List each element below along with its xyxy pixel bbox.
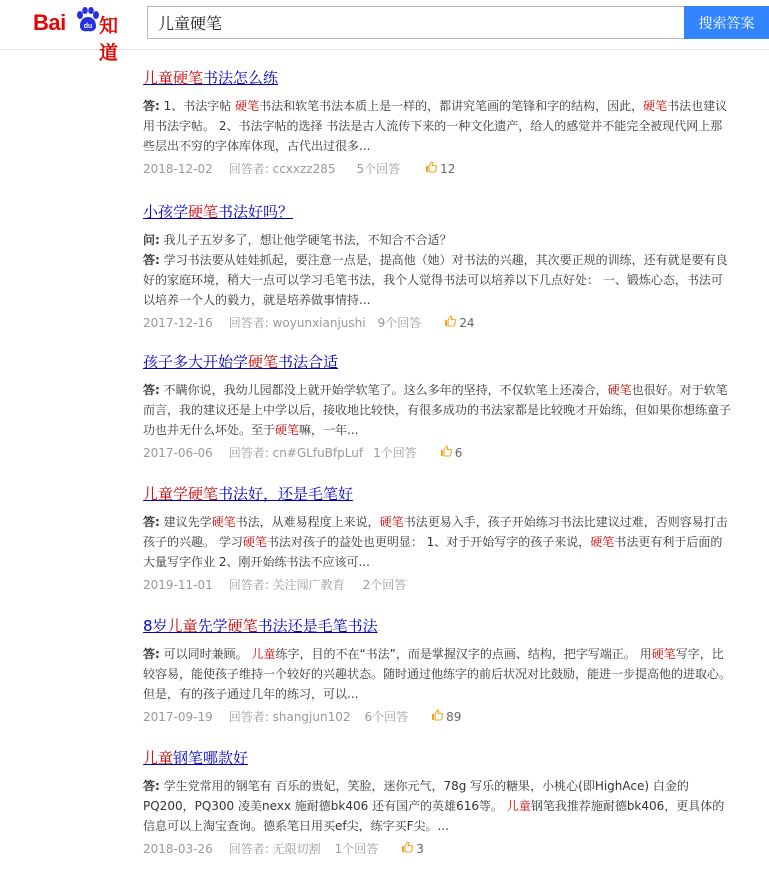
title-highlight: 儿童学 xyxy=(143,485,189,503)
result-date: 2018-12-02 xyxy=(143,162,213,176)
like-count: 89 xyxy=(446,710,462,724)
thumbs-up-icon xyxy=(425,161,437,173)
result-answer-count: 6个回答 xyxy=(364,710,409,724)
answer-label: 答: xyxy=(143,779,160,793)
result-meta xyxy=(143,314,733,332)
search-box xyxy=(147,6,684,39)
result-answer xyxy=(143,250,733,310)
title-text: 钢笔哪款好 xyxy=(173,749,249,767)
result-answerer[interactable]: 回答者: 关注闻广教育 xyxy=(228,578,345,592)
answer-highlight: 硬笔 xyxy=(590,535,615,549)
answer-highlight: 硬笔 xyxy=(235,99,260,113)
title-text: 小孩学 xyxy=(143,203,189,221)
answer-label: 答: xyxy=(143,383,160,397)
result-item xyxy=(143,484,733,594)
like-button[interactable] xyxy=(444,314,474,332)
result-answer xyxy=(143,644,733,704)
result-answerer[interactable]: 回答者: shangjun102 xyxy=(228,710,351,724)
answer-highlight: 硬笔 xyxy=(607,383,632,397)
thumbs-up-icon xyxy=(401,841,413,853)
title-highlight: 硬笔 xyxy=(188,203,219,221)
title-highlight: 儿童硬笔 xyxy=(143,69,204,87)
like-count: 24 xyxy=(459,316,475,330)
answer-highlight: 硬笔 xyxy=(379,515,404,529)
thumbs-up-icon xyxy=(431,709,443,721)
like-count: 12 xyxy=(440,162,456,176)
result-answer-count: 1个回答 xyxy=(373,446,417,460)
svg-text:du: du xyxy=(83,23,93,30)
result-answer-count: 9个回答 xyxy=(377,316,422,330)
answer-text: 建议先学 xyxy=(159,515,212,529)
result-answer xyxy=(143,96,733,156)
title-text: 孩子多大开始学 xyxy=(143,353,249,371)
answer-highlight: 硬笔 xyxy=(242,535,267,549)
header xyxy=(0,0,769,64)
answer-text: 书法更有利于后面的大量写字作业 2、刚开始练书法不应该可... xyxy=(143,535,723,569)
paw-logo-icon xyxy=(75,7,99,33)
answer-text: 书法对孩子的益处也更明显： 1、对于开始写字的孩子来说， xyxy=(266,535,591,549)
answer-highlight: 儿童 xyxy=(506,799,531,813)
title-text: 书法怎么练 xyxy=(203,69,279,87)
result-answerer[interactable]: 回答者: cn#GLfuBfpLuf xyxy=(228,446,364,460)
result-title-link[interactable] xyxy=(143,202,293,222)
answer-label: 答: xyxy=(143,99,160,113)
answer-highlight: 硬笔 xyxy=(651,647,676,661)
result-meta xyxy=(143,160,733,178)
like-button[interactable] xyxy=(431,708,461,726)
like-count: 3 xyxy=(416,842,424,856)
result-title-link[interactable] xyxy=(143,484,353,504)
like-count: 6 xyxy=(454,446,463,460)
thumbs-up-icon xyxy=(444,315,456,327)
answer-text: 书法更易入手，孩子开始练习书法比建议过难，否则容易打击孩子的兴趣。 学习 xyxy=(143,515,728,549)
answer-highlight: 硬笔 xyxy=(643,99,668,113)
result-answerer[interactable]: 回答者: ccxxzz285 xyxy=(228,162,336,176)
result-answerer[interactable]: 回答者: woyunxianjushi xyxy=(228,316,366,330)
result-date: 2017-12-16 xyxy=(143,316,213,330)
like-button[interactable] xyxy=(425,160,455,178)
title-highlight: 硬笔 xyxy=(227,617,258,635)
result-title-link[interactable] xyxy=(143,352,338,372)
result-date: 2019-11-01 xyxy=(143,578,213,592)
answer-label: 答: xyxy=(143,253,160,267)
result-title-link[interactable] xyxy=(143,68,278,88)
thumbs-up-icon xyxy=(440,445,452,457)
result-item xyxy=(143,616,733,726)
result-title-link[interactable] xyxy=(143,748,248,768)
title-text: 书法好，还是毛笔好 xyxy=(218,485,354,503)
answer-text: 练字，目的不在“书法”，而是掌握汉字的点画、结构，把字写端正。 用 xyxy=(275,647,652,661)
result-item xyxy=(143,202,733,332)
result-meta xyxy=(143,840,733,858)
answer-text: 书法也建议用书法字帖。 2、书法字帖的选择 书法是古人流传下来的一种文化遗产，给人的感觉并不能完全被现代网上那些层出不穷的字体库体现，古代出过很多... xyxy=(143,99,728,153)
result-answer-count: 5个回答 xyxy=(356,162,401,176)
result-answer xyxy=(143,512,733,572)
result-item xyxy=(143,748,733,858)
answer-text: 书法，从难易程度上来说， xyxy=(235,515,380,529)
baidu-zhidao-logo[interactable] xyxy=(33,7,135,64)
result-date: 2017-09-19 xyxy=(143,710,213,724)
result-answer xyxy=(143,776,733,836)
title-highlight: 儿童 xyxy=(143,749,174,767)
search-input[interactable] xyxy=(148,7,684,38)
search-answer-button[interactable]: 搜索答案 xyxy=(684,6,769,39)
title-highlight: 硬笔 xyxy=(248,353,279,371)
result-meta xyxy=(143,444,733,462)
logo-text-bai: Bai xyxy=(33,10,66,35)
answer-text: 可以同时兼顾。 xyxy=(159,647,252,661)
result-item xyxy=(143,352,733,462)
result-date: 2018-03-26 xyxy=(143,842,213,856)
like-button[interactable] xyxy=(440,444,463,462)
question-label: 问: xyxy=(143,233,160,247)
result-meta xyxy=(143,708,733,726)
result-title-link[interactable] xyxy=(143,616,378,636)
result-question xyxy=(143,230,733,250)
title-highlight: 硬笔 xyxy=(188,485,219,503)
answer-label: 答: xyxy=(143,647,160,661)
result-answer-count: 1个回答 xyxy=(334,842,379,856)
answer-highlight: 儿童 xyxy=(251,647,276,661)
answer-text: 学习书法要从娃娃抓起，要注意一点是，提高他（她）对书法的兴趣，其次要正规的训练，还有就是要有良好的家庭环境，稍大一点可以学习毛笔书法，我个人觉得书法可以培养以下几点好处： 一、锻炼心态，书法可以培养一个人的毅力，就是培养做事情持... xyxy=(143,253,728,307)
answer-text: 写字，比较容易，能使孩子维持一个较好的兴趣状态。随时通过他练字的前后状况对比鼓励，能进一步提高他的进取心。但是，有的孩子通过几年的练习，可以... xyxy=(143,647,732,701)
title-highlight: 儿童 xyxy=(167,617,198,635)
question-text: 我儿子五岁多了，想让他学硬笔书法，不知合不合适？ xyxy=(159,233,452,247)
answer-text: 不瞒你说，我幼儿园都没上就开始学软笔了。这么多年的坚持，不仅软笔上还凑合， xyxy=(159,383,608,397)
answer-label: 答: xyxy=(143,515,160,529)
title-text: 先学 xyxy=(197,617,228,635)
answer-text: 学生党常用的钢笔有 百乐的贵妃，笑脸，迷你元气，78g 写乐的糖果，小桃心(即HighAce) 白金的PQ200，PQ300 凌美nexx 施耐德bk406 还有国产的英雄616等。 xyxy=(143,779,689,813)
answer-highlight: 硬笔 xyxy=(275,423,300,437)
result-meta xyxy=(143,576,733,594)
answer-text: 也很好。对于软笔而言，我的建议还是上中学以后，接收地比较快，有很多成功的书法家都是比较晚才开始练，但如果你想练童子功也并无什么坏处。至于 xyxy=(143,383,732,437)
answer-text: 1、书法字帖 xyxy=(159,99,236,113)
logo-text-zhidao: 知道 xyxy=(99,15,119,64)
result-answer-count: 2个回答 xyxy=(362,578,407,592)
result-item xyxy=(143,68,733,178)
result-date: 2017-06-06 xyxy=(143,446,213,460)
title-text: 书法合适 xyxy=(278,353,339,371)
result-answerer[interactable]: 回答者: 无限切割 xyxy=(228,842,321,856)
result-answer xyxy=(143,380,733,440)
title-text: 书法还是毛笔书法 xyxy=(257,617,378,635)
like-button[interactable] xyxy=(401,840,424,858)
answer-text: 钢笔我推荐施耐德bk406，更具体的信息可以上淘宝查询。德系笔日用买ef尖，练字买F尖。... xyxy=(143,799,725,833)
answer-text: 书法和软笔书法本质上是一样的，都讲究笔画的笔锋和字的结构，因此， xyxy=(259,99,644,113)
title-text: 8岁 xyxy=(143,617,168,635)
title-text: 书法好吗？ xyxy=(218,203,294,221)
answer-highlight: 硬笔 xyxy=(211,515,236,529)
answer-text: 嘛，一年... xyxy=(299,423,359,437)
